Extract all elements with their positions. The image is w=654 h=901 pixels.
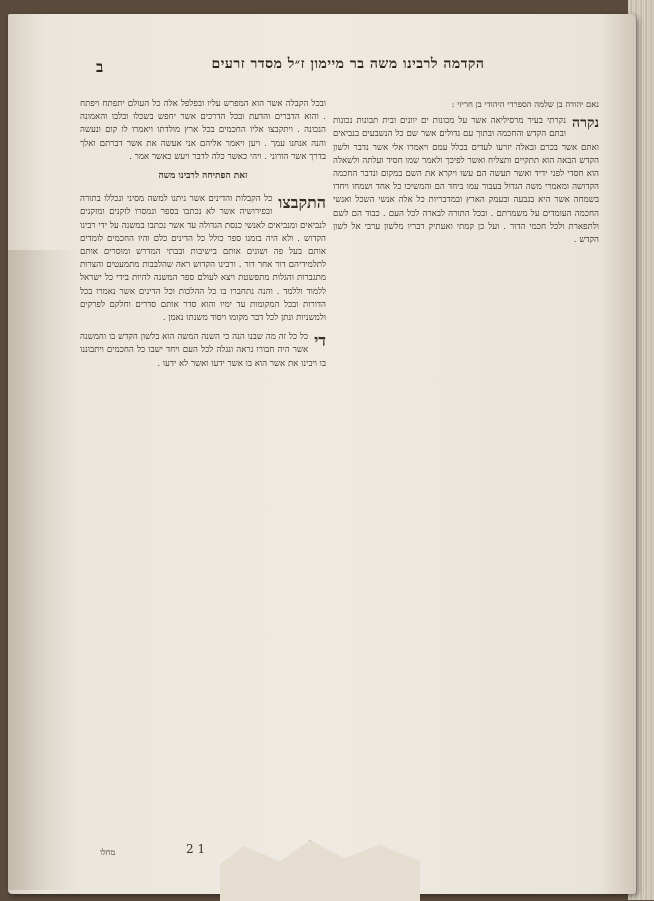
closing-opening-word: די (314, 331, 326, 351)
right-column-body (333, 115, 599, 247)
right-column (333, 98, 599, 247)
left-column-body (80, 193, 326, 325)
page-header-title: הקדמה לרבינו משה בר מיימון ז״ל מסדר זרעים (211, 56, 485, 72)
left-column (80, 98, 326, 371)
left-column-closing (80, 331, 326, 371)
right-column-text: נקרתי בעיר מרסיליאה אשר על מכונות ים יוונים ובית תבונות נכונות ובתם הקדש והחכמה ובתוך עם גדולים אשר שם כל הנשבעים בנביאים ואתם אשר בכרם ובאלה יזרעו לעדים בכלל עמם ויאמרו אלי אשר נדבר ולשון הקדש הבאה הוא תתקיים ותצליח ואשר לפיכך ולאמר שמו חסיד ועלתה ולשאלה הוא חסדי לפני ידיד ואשר תעשה הם עשו ויקרא את השם במקום ונדבר החכמה הקדושה ומאמרי משה הגדול בעבור עמו ביחד הם והמשיכו כל אחד ושמחו ויחדו בשמחה אשר היא בגבעה ובעמק הארץ ובמדבריות כל אלה אנשי השכל ואנשי החכמה העומדים על משמרתם . ובכל התורה לבארה לכל העם . כבוד הם לשם ולתפארת ולכל חכמי הדור . ועל כן קמתי ואעתיק דבריו מלשון ערבי אל לשון הקדש . (333, 116, 599, 246)
left-column-main-text: כל הקבלות והדינים אשר ניתנו למשה מסיני ונכללו בתורה ובפירושיה אשר לא נכתבו בספר ונמסרו לזקנים ומזקנים לנביאים ומנביאים לאנשי כנסת הגדולה עד אשר נכתבו במשנה על ידי רבינו הקדוש . ולא היה בזמנו ספר כולל כל הדינים כלם והיו החכמים לומדים אותם בעל פה ושונים אותם בישיבות ובבתי המדרש ומוסרים אותם לתלמידיהם דור אחר דור . ורבינו הקדוש ראה שהלבבות מתמעטים והצרות מתגברות והגלות מתפשטת ויצא לעולם ספר המשנה להיות בידי כל ישראל ללמוד וללמד . והנה נתחברו בו כל ההלכות וכל הדינים אשר נאמרו בכל הדורות ובכל המקומות עד ימיו והוא סדר אותם סדרים וחלקם לפרקים ולמשניות ונתן לכל דבר מקומו ויסוד משנתו נאמן . (80, 194, 326, 324)
opening-word: נקרה (572, 115, 599, 132)
catchword: מחלו (100, 848, 116, 857)
signature-line: נאם יהודה בן שלמה הספרדי היהודי בן חריזי : (451, 99, 599, 109)
signature-mark: 2 1 (186, 842, 206, 856)
torn-paper-edge (220, 840, 420, 901)
section-opening-word: התקבצו (278, 193, 326, 213)
folio-number: ב (96, 58, 104, 76)
left-column-closing-text: כל כל זה מה שבנו הנה כי השנה המשה הוא בלשון הקדש בו והמשנה אשר היה חבורו נראה ונגלה לכל העם ויחד ישבו כל החכמים ויתבוננו בו ויבינו את אשר הוא בו אשר ידעו ואשר לא ידעו . (80, 332, 326, 369)
left-column-top-text: ובכל הקבלה אשר הוא המפרש עליו ובפלפל אלה כל העולם יתפתח ויפתח . והוא הדברים והדעת ובכל הדרכים אשר יחפש בשכלו ובלבו והאמונה הנכונה . ויתקבצו אליו החכמים בכל ארץ מולדתו ויאמרו לו קום ונעשה והנה אנחנו עמך . ויען ויאמר אליהם אני אעשה את אשר דברתם ואלך בדרך אשר הורוני . ויהי כאשר כלה לדבר ויעש כאשר אמר . (80, 99, 326, 162)
section-heading: זאת הפתיחה לרבינו משה (158, 171, 248, 182)
